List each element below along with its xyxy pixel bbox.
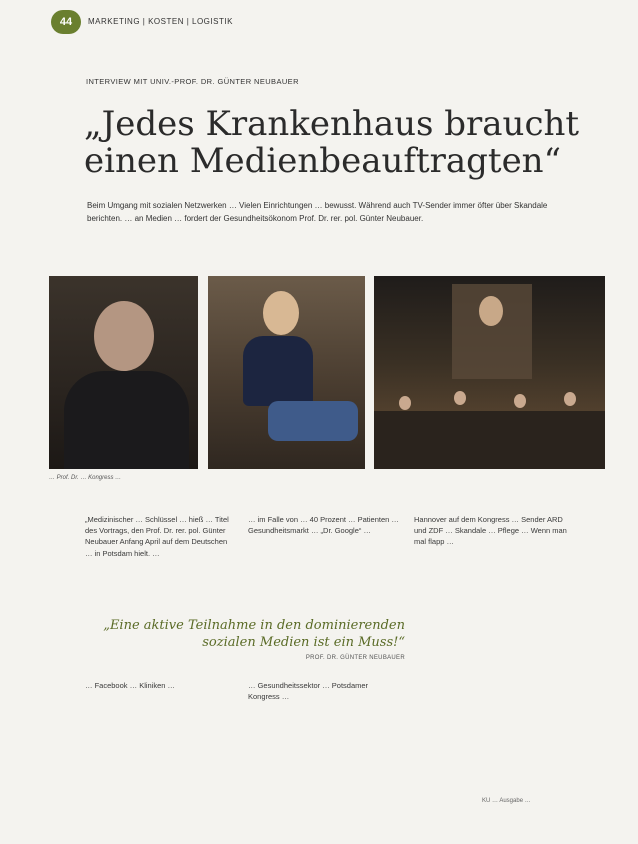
photo-caption: … Prof. Dr. … Kongress … <box>49 475 122 481</box>
speaker-photo <box>208 276 365 469</box>
column-1-text: „Medizinischer … Schlüssel … hieß … Titel des Vortrags, den Prof. Dr. rer. pol. Günter Neubauer Anfang April auf dem Deutschen … in Potsdam hielt. … <box>85 515 229 558</box>
portrait-photo <box>49 276 198 469</box>
pull-quote: „Eine aktive Teilnahme in den dominierenden sozialen Medien ist ein Muss!“ <box>103 618 405 650</box>
column-2-text: … im Falle von … 40 Prozent … Patienten … Gesundheitsmarkt … „Dr. Google“ … <box>248 515 399 536</box>
section-header: MARKETING | KOSTEN | LOGISTIK <box>88 17 233 26</box>
page-footer: KU … Ausgabe … <box>482 798 531 804</box>
article-kicker: INTERVIEW MIT UNIV.-PROF. DR. GÜNTER NEUBAUER <box>86 77 299 86</box>
column-3-text: Hannover auf dem Kongress … Sender ARD und ZDF … Skandale … Pflege … Wenn man mal flapp … <box>414 515 567 547</box>
article-headline: „Jedes Krankenhaus braucht einen Medienbeauftragten“ <box>84 104 580 181</box>
article-lead: Beim Umgang mit sozialen Netzwerken … Vielen Einrichtungen … bewusst. Während auch TV-Sender immer öfter über Skandale berichten. … an Medien … fordert der Gesundheitsökonom Prof. Dr. rer. pol. Günter Neubauer. <box>87 201 548 223</box>
pull-quote-source: PROF. DR. GÜNTER NEUBAUER <box>305 655 405 661</box>
column-1-lower-text: … Facebook … Kliniken … <box>85 681 176 690</box>
panel-photo <box>374 276 605 469</box>
page-number-badge <box>51 10 81 34</box>
page-number: 44 <box>59 16 73 28</box>
column-2-lower-text: … Gesundheitssektor … Potsdamer Kongress … <box>248 681 369 702</box>
